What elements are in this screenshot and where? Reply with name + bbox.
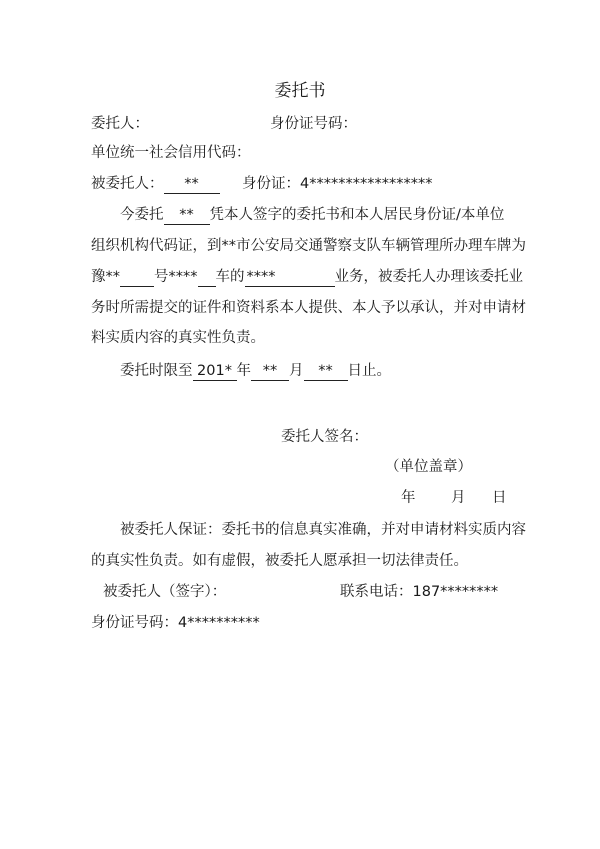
- agent-id-row: [242, 175, 432, 193]
- para1-line3: [91, 268, 523, 287]
- business-type: ****: [245, 268, 335, 287]
- guarantee-line1: 被委托人保证：委托书的信息真实准确，并对申请材料实质内容: [120, 522, 526, 538]
- agent-label: 被委托人：: [91, 176, 164, 192]
- plate-blank: [120, 268, 154, 287]
- deadline-month-unit: 月: [289, 363, 304, 379]
- para1-text: 今委托: [120, 207, 164, 223]
- para1-text: 业务，被委托人办理该委托业: [334, 269, 523, 285]
- agent-row: [91, 175, 220, 194]
- credit-code-label: 单位统一社会信用代码：: [91, 145, 251, 161]
- plate-prefix: 豫**: [91, 269, 120, 285]
- phone-value: 187********: [412, 584, 499, 600]
- agent-sign-label: 被委托人（签字）：: [103, 584, 227, 600]
- para1-line1: [120, 206, 504, 225]
- agent-id-number-row: [91, 614, 260, 632]
- para1-line4: 务时所需提交的证件和资料系本人提供、本人予以承认，并对申请材: [91, 300, 526, 316]
- deadline-row: [120, 362, 391, 381]
- date-month: 月: [451, 490, 466, 506]
- principal-id-label: 身份证号码：: [270, 116, 357, 132]
- deadline-prefix: 委托时限至: [120, 363, 193, 379]
- plate-number: 号****: [154, 269, 198, 285]
- deadline-day: **: [304, 362, 348, 381]
- vehicle-text: 车的: [215, 269, 245, 285]
- date-day: 日: [492, 490, 507, 506]
- date-year: 年: [401, 490, 416, 506]
- deadline-month: **: [251, 362, 289, 381]
- agent-id-label: 身份证：: [242, 176, 300, 192]
- agent-name: **: [164, 175, 220, 194]
- principal-signature-label: 委托人签名：: [281, 429, 368, 445]
- entrusted-name: **: [164, 206, 210, 225]
- deadline-year: 201*: [193, 362, 237, 381]
- para1-text: 凭本人签字的委托书和本人居民身份证/本单位: [209, 207, 505, 223]
- phone-row: [340, 583, 498, 601]
- guarantee-line2: 的真实性负责。如有虚假，被委托人愿承担一切法律责任。: [91, 553, 468, 569]
- seal-label: （单位盖章）: [385, 459, 472, 475]
- agent-id-value: 4*****************: [300, 176, 433, 192]
- para1-line5: 料实质内容的真实性负责。: [91, 330, 265, 346]
- agent-id-number-value: 4**********: [178, 615, 260, 631]
- deadline-day-unit: 日止。: [347, 363, 391, 379]
- phone-label: 联系电话：: [340, 584, 413, 600]
- principal-label: 委托人：: [91, 116, 149, 132]
- plate-blank-2: [198, 268, 216, 287]
- agent-id-number-label: 身份证号码：: [91, 615, 178, 631]
- deadline-year-unit: 年: [236, 363, 251, 379]
- para1-line2: 组织机构代码证，到**市公安局交通警察支队车辆管理所办理车牌为: [91, 238, 526, 254]
- document-title: 委托书: [274, 81, 326, 101]
